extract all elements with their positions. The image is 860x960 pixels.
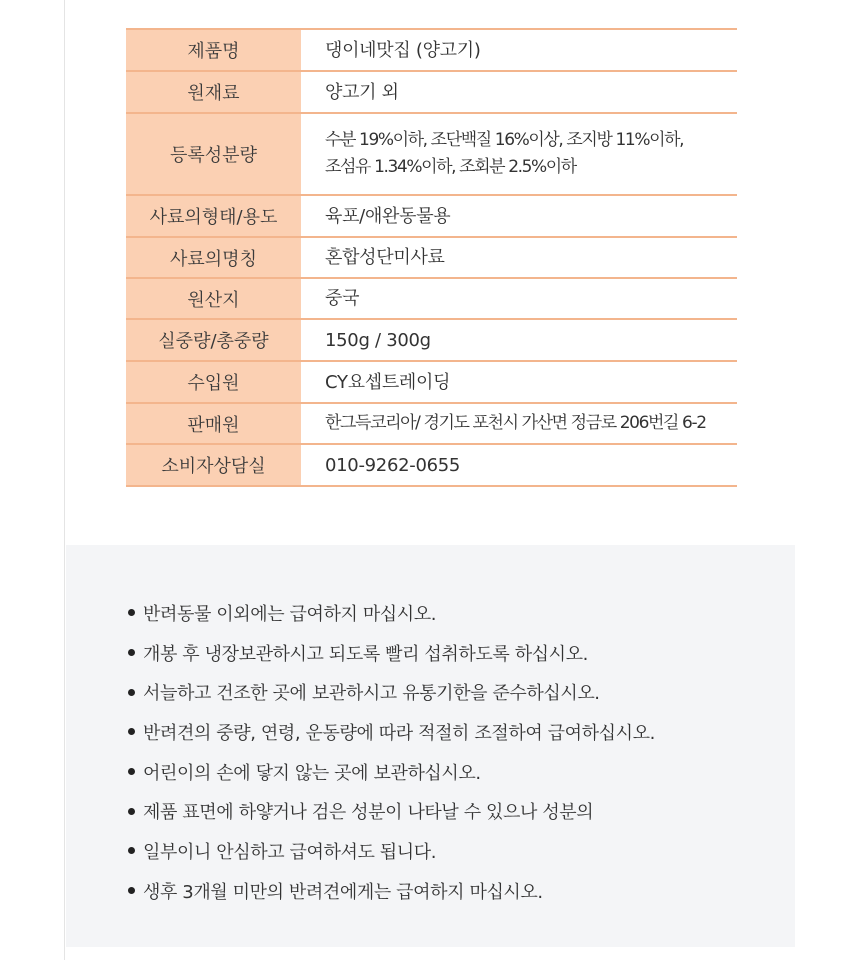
caution-notice-box xyxy=(66,545,795,947)
spec-label: 사료의명칭 xyxy=(126,238,301,277)
spec-row-weight xyxy=(126,320,737,362)
bullet-dot-icon xyxy=(128,609,135,616)
spec-value: 중국 xyxy=(325,288,360,309)
spec-row-ingredients xyxy=(126,72,737,114)
caution-item xyxy=(128,712,655,752)
spec-value: 혼합성단미사료 xyxy=(325,247,445,268)
caution-text: 어린이의 손에 닿지 않는 곳에 보관하십시오. xyxy=(143,762,481,784)
product-spec-table xyxy=(126,28,737,487)
bullet-dot-icon xyxy=(128,847,135,854)
caution-text: 생후 3개월 미만의 반려견에게는 급여하지 마십시오. xyxy=(143,881,543,903)
spec-label: 등록성분량 xyxy=(126,114,301,194)
caution-text: 제품 표면에 하얗거나 검은 성분이 나타날 수 있으나 성분의 xyxy=(143,802,594,824)
spec-value: 150g / 300g xyxy=(325,329,431,351)
spec-row-customer-service xyxy=(126,445,737,487)
caution-text: 서늘하고 건조한 곳에 보관하시고 유통기한을 준수하십시오. xyxy=(143,683,600,705)
caution-item xyxy=(128,672,655,712)
spec-row-importer xyxy=(126,362,737,404)
spec-value: 한그득코리아/ 경기도 포천시 가산면 정금로 206번길 6-2 xyxy=(325,413,706,433)
spec-value: 댕이네맛집 (양고기) xyxy=(325,39,481,61)
spec-value: 양고기 외 xyxy=(325,81,399,103)
spec-label: 제품명 xyxy=(126,30,301,70)
bullet-dot-icon xyxy=(128,808,135,815)
bullet-dot-icon xyxy=(128,768,135,775)
spec-value: 010-9262-0655 xyxy=(325,454,461,476)
caution-item xyxy=(128,593,655,633)
spec-row-seller xyxy=(126,404,737,445)
page-left-rule xyxy=(64,0,65,960)
spec-label: 원산지 xyxy=(126,279,301,318)
spec-label: 판매원 xyxy=(126,404,301,443)
caution-item xyxy=(128,752,655,792)
caution-text: 반려견의 중량, 연령, 운동량에 따라 적절히 조절하여 급여하십시오. xyxy=(143,722,655,744)
bullet-dot-icon xyxy=(128,689,135,696)
bullet-dot-icon xyxy=(128,649,135,656)
spec-label: 원재료 xyxy=(126,72,301,112)
caution-text: 반려동물 이외에는 급여하지 마십시오. xyxy=(143,603,437,625)
spec-row-product-name xyxy=(126,30,737,72)
spec-value: 육포/애완동물용 xyxy=(325,205,451,227)
caution-text: 개봉 후 냉장보관하시고 되도록 빨리 섭취하도록 하십시오. xyxy=(143,643,588,665)
spec-row-origin xyxy=(126,279,737,320)
bullet-dot-icon xyxy=(128,728,135,735)
spec-value: 수분 19%이하, 조단백질 16%이상, 조지방 11%이하, 조섬유 1.34%이하, 조회분 2.5%이하 xyxy=(325,130,684,177)
spec-row-feed-name xyxy=(126,238,737,279)
spec-value: CY요셉트레이딩 xyxy=(325,371,451,393)
spec-label: 사료의형태/용도 xyxy=(126,196,301,236)
caution-text: 일부이니 안심하고 급여하셔도 됩니다. xyxy=(143,841,437,863)
bullet-dot-icon xyxy=(128,887,135,894)
spec-label: 소비자상담실 xyxy=(126,445,301,485)
spec-row-feed-type xyxy=(126,196,737,238)
caution-item xyxy=(128,791,655,831)
caution-item xyxy=(128,871,655,911)
caution-item xyxy=(128,831,655,871)
caution-item xyxy=(128,633,655,673)
caution-list xyxy=(128,593,655,911)
spec-label: 수입원 xyxy=(126,362,301,402)
spec-label: 실중량/총중량 xyxy=(126,320,301,360)
spec-row-registered-components xyxy=(126,114,737,196)
